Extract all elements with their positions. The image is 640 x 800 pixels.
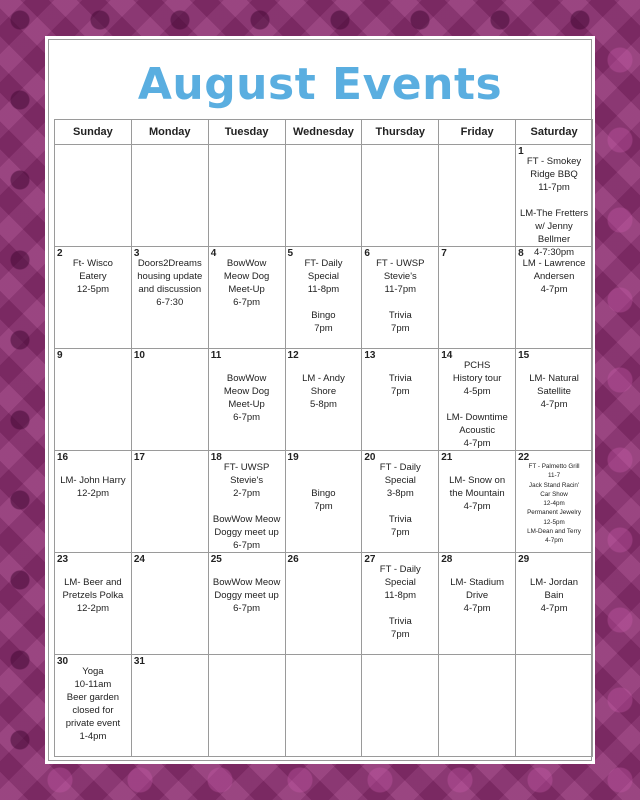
day-number: 13 [364, 350, 376, 361]
day-events: BowWow Meow Dog Meet-Up 6-7pm [223, 373, 270, 423]
day-cell [131, 451, 208, 553]
day-number: 26 [287, 554, 299, 565]
day-cell [439, 145, 516, 247]
day-cell [362, 145, 439, 247]
day-cell [362, 247, 439, 349]
day-number: 17 [133, 452, 145, 463]
calendar-grid [54, 119, 593, 757]
day-number: 6 [364, 248, 370, 259]
day-events: LM- John Harry 12-2pm [60, 475, 126, 499]
day-cell [208, 145, 285, 247]
day-cell [285, 451, 362, 553]
day-cell [55, 451, 132, 553]
day-events: FT - Daily Special 3-8pm Trivia 7pm [379, 462, 421, 538]
day-number: 29 [518, 554, 530, 565]
weekday-header-row [55, 120, 593, 145]
day-cell [516, 553, 593, 655]
day-cell [285, 553, 362, 655]
week-row [55, 553, 593, 655]
week-row [55, 655, 593, 757]
week-row [55, 451, 593, 553]
day-cell [55, 349, 132, 451]
day-cell [55, 247, 132, 349]
day-number: 2 [57, 248, 63, 259]
day-events: BowWow Meow Dog Meet-Up 6-7pm [223, 258, 270, 308]
day-events: FT- UWSP Stevie's 2-7pm BowWow Meow Doggy meet up 6-7pm [212, 462, 281, 551]
day-events: LM- Jordan Bain 4-7pm [530, 577, 579, 614]
day-events: LM- Snow on the Mountain 4-7pm [449, 475, 506, 512]
day-number: 30 [57, 656, 69, 667]
day-cell [516, 349, 593, 451]
day-number: 28 [441, 554, 453, 565]
day-cell [439, 451, 516, 553]
day-number: 8 [518, 248, 524, 259]
day-events: Doors2Dreams housing update and discussion 6-7:30 [137, 258, 203, 308]
day-number: 27 [364, 554, 376, 565]
day-number: 1 [518, 146, 524, 157]
week-row [55, 247, 593, 349]
day-number: 4 [210, 248, 217, 259]
weekday-header: Monday [131, 120, 208, 145]
day-events: LM- Stadium Drive 4-7pm [450, 577, 505, 614]
day-number: 19 [287, 452, 299, 463]
day-cell [285, 349, 362, 451]
day-cell [55, 553, 132, 655]
day-events: LM- Beer and Pretzels Polka 12-2pm [62, 577, 124, 614]
weekday-header: Sunday [55, 120, 132, 145]
week-row [55, 349, 593, 451]
day-number: 16 [57, 452, 69, 463]
weekday-header: Wednesday [285, 120, 362, 145]
calendar-card [45, 36, 595, 764]
day-cell [208, 655, 285, 757]
day-cell [208, 553, 285, 655]
day-events: Bingo 7pm [311, 488, 336, 512]
day-number: 31 [133, 656, 145, 667]
weekday-header: Saturday [516, 120, 593, 145]
day-number: 3 [133, 248, 140, 259]
day-events: Ft- Wisco Eatery 12-5pm [72, 258, 113, 295]
day-events: Yoga 10-11am Beer garden closed for private event 1-4pm [65, 666, 121, 742]
day-cell [285, 145, 362, 247]
day-cell [516, 451, 593, 553]
day-number: 14 [441, 350, 453, 361]
day-number: 25 [210, 554, 222, 565]
day-cell [131, 247, 208, 349]
day-events: PCHS History tour 4-5pm LM- Downtime Acoustic 4-7pm [446, 360, 508, 449]
day-cell [131, 553, 208, 655]
day-number: 21 [441, 452, 453, 463]
day-cell [285, 655, 362, 757]
day-cell [362, 655, 439, 757]
page-title: August Events [137, 59, 503, 110]
day-number: 20 [364, 452, 376, 463]
day-number: 15 [518, 350, 530, 361]
day-cell [516, 247, 593, 349]
day-events: FT - Smokey Ridge BBQ 11-7pm LM-The Fretters w/ Jenny Bellmer 4-7:30pm [519, 156, 589, 258]
day-cell [208, 247, 285, 349]
day-cell [439, 247, 516, 349]
day-cell [439, 553, 516, 655]
weekday-header: Thursday [362, 120, 439, 145]
day-number: 9 [57, 350, 63, 361]
day-cell [55, 655, 132, 757]
day-number: 22 [518, 452, 530, 463]
day-number: 7 [441, 248, 447, 259]
day-number: 23 [57, 554, 69, 565]
day-events: FT - UWSP Stevie's 11-7pm Trivia 7pm [376, 258, 425, 334]
day-number: 5 [287, 248, 294, 259]
day-cell [285, 247, 362, 349]
day-cell [362, 553, 439, 655]
day-events: FT - Palmetto Grill 11-7 Jack Stand Racin' Car Show 12-4pm Permanent Jewelry 12-5pm LM-Dean and Terry 4-7pm [527, 463, 581, 545]
day-number: 10 [133, 350, 145, 361]
day-number: 18 [210, 452, 222, 463]
weekday-header: Friday [439, 120, 516, 145]
day-cell [131, 655, 208, 757]
day-cell [208, 451, 285, 553]
day-cell [55, 145, 132, 247]
day-events: LM - Lawrence Andersen 4-7pm [522, 258, 586, 295]
day-events: FT- Daily Special 11-8pm Bingo 7pm [304, 258, 343, 334]
day-number: 11 [210, 350, 222, 361]
weekday-header: Tuesday [208, 120, 285, 145]
day-cell [516, 655, 593, 757]
day-events: Trivia 7pm [388, 373, 412, 397]
day-cell [439, 349, 516, 451]
day-cell [131, 349, 208, 451]
day-cell [362, 349, 439, 451]
day-number: 12 [287, 350, 299, 361]
week-row [55, 145, 593, 247]
day-cell [439, 655, 516, 757]
day-cell [131, 145, 208, 247]
day-events: LM - Andy Shore 5-8pm [302, 373, 345, 410]
day-events: LM- Natural Satellite 4-7pm [529, 373, 579, 410]
day-cell [362, 451, 439, 553]
day-cell [516, 145, 593, 258]
day-events: BowWow Meow Doggy meet up 6-7pm [212, 577, 281, 614]
day-cell [208, 349, 285, 451]
day-number: 24 [133, 554, 145, 565]
day-events: FT - Daily Special 11-8pm Trivia 7pm [379, 564, 421, 640]
